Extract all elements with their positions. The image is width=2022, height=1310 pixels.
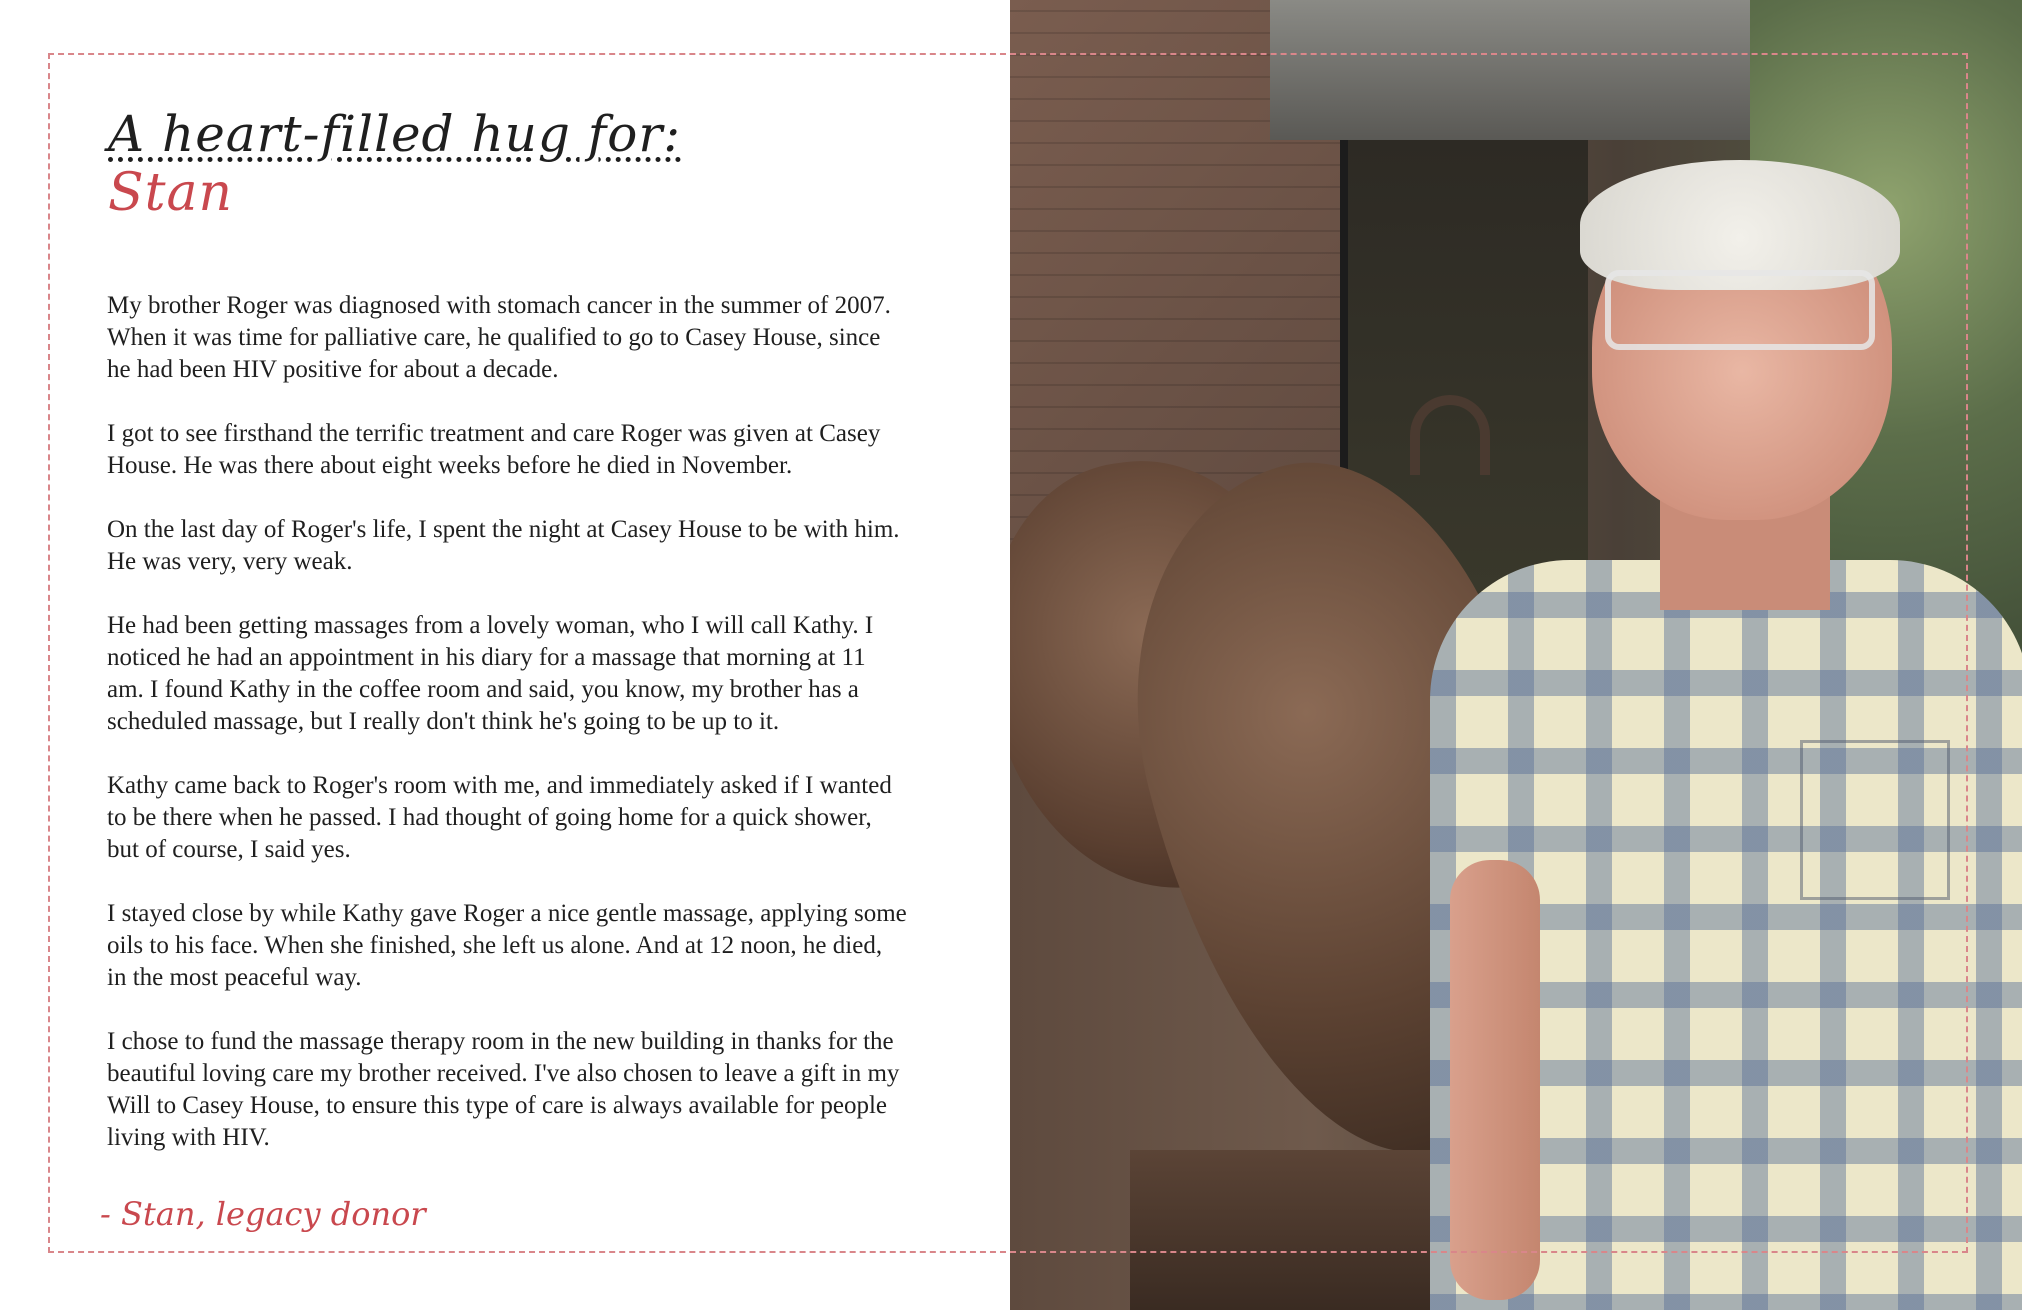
honoree-name: Stan: [108, 163, 234, 223]
story-paragraph: I stayed close by while Kathy gave Roger a nice gentle massage, applying some oils to his face. When she finished, she left us alone. And at 12 noon, he died, in the most peaceful way.: [107, 900, 907, 991]
glasses: [1605, 270, 1875, 350]
page-title: A heart-filled hug for:: [108, 105, 682, 163]
heart-sculpture-loop: [1410, 395, 1490, 475]
story-paragraph: On the last day of Roger's life, I spent the night at Casey House to be with him. He was very, very weak.: [107, 516, 900, 575]
story-paragraph: I chose to fund the massage therapy room in the new building in thanks for the beautiful loving care my brother received. I've also chosen to leave a gift in my Will to Casey House, to ensure this type of care is always available for people living with HIV.: [107, 1028, 900, 1151]
story-paragraph: He had been getting massages from a lovely woman, who I will call Kathy. I noticed he had an appointment in his diary for a massage that morning at 11 am. I found Kathy in the coffee room and said, you know, my brother has a scheduled massage, but I really don't think he's going to be up to it.: [107, 612, 874, 735]
story-page: [0, 0, 1010, 1310]
arm: [1450, 860, 1540, 1300]
story-paragraph: I got to see firsthand the terrific treatment and care Roger was given at Casey House. He was there about eight weeks before he died in November.: [107, 420, 881, 479]
donor-photo: [1010, 0, 2022, 1310]
story-paragraph: My brother Roger was diagnosed with stomach cancer in the summer of 2007. When it was time for palliative care, he qualified to go to Casey House, since he had been HIV positive for about a decade.: [107, 292, 891, 383]
shirt-pocket: [1800, 740, 1950, 900]
signature: - Stan, legacy donor: [100, 1195, 426, 1233]
building-overhang: [1270, 0, 1790, 140]
story-body: [107, 290, 907, 1186]
story-paragraph: Kathy came back to Roger's room with me, and immediately asked if I wanted to be there when he passed. I had thought of going home for a quick shower, but of course, I said yes.: [107, 772, 892, 863]
